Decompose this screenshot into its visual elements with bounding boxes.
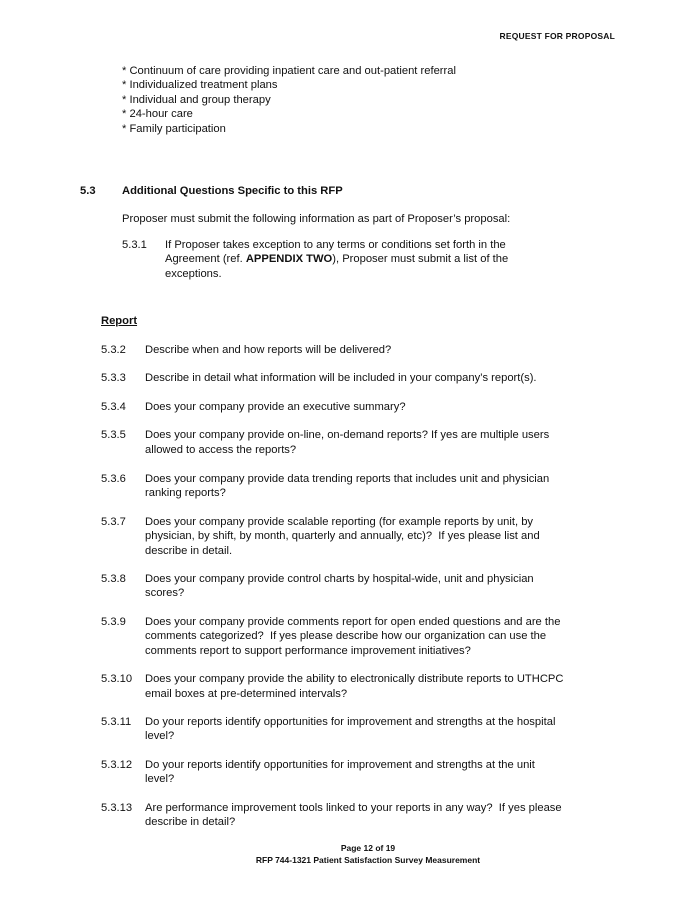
question-number: 5.3.11: [101, 715, 132, 728]
question-line: level?: [145, 773, 175, 786]
bullet-text: Individual and group therapy: [129, 93, 271, 106]
question-item: [101, 615, 661, 658]
question-number: 5.3.13: [101, 801, 133, 814]
bullet-marker: *: [122, 108, 130, 121]
report-heading: Report: [101, 315, 138, 327]
question-line-segment: Agreement (ref.: [165, 253, 246, 266]
footer-document-title: RFP 744-1321 Patient Satisfaction Survey Measurement: [255, 855, 481, 865]
question-line: Are performance improvement tools linked to your reports in any way? If yes please: [145, 801, 562, 814]
question-line: comments report to support performance improvement initiatives?: [145, 644, 471, 657]
section-title: Additional Questions Specific to this RFP: [122, 185, 343, 197]
bullet-marker: *: [122, 93, 130, 106]
question-number: 5.3.10: [101, 673, 133, 686]
question-item: [101, 428, 661, 457]
question-line-bold-segment: APPENDIX TWO: [245, 253, 333, 266]
question-line: scores?: [145, 587, 185, 600]
question-text: [145, 400, 406, 414]
question-number: 5.3.4: [101, 400, 126, 413]
question-line: describe in detail.: [145, 544, 233, 557]
question-item: [101, 400, 661, 414]
question-line: [165, 252, 508, 266]
question-line: comments categorized? If yes please describe how our organization can use the: [145, 630, 547, 643]
question-number: 5.3.9: [101, 615, 126, 628]
question-number: 5.3.6: [101, 473, 126, 486]
question-text: [145, 515, 540, 558]
question-number: 5.3.1: [122, 239, 147, 251]
question-number: 5.3.5: [101, 429, 126, 442]
section-intro: Proposer must submit the following information as part of Proposer’s proposal:: [122, 213, 511, 225]
question-number: 5.3.12: [101, 758, 133, 771]
question-line: Does your company provide on-line, on-demand reports? If yes are multiple users: [145, 429, 550, 442]
list-item: [122, 78, 456, 92]
question-text: [145, 672, 563, 701]
bullet-text: Individualized treatment plans: [129, 79, 278, 92]
question-text: [145, 428, 549, 457]
question-item-531: [122, 238, 508, 281]
bullet-marker: *: [122, 122, 130, 135]
bullet-text: Family participation: [129, 122, 226, 135]
bullet-text: Continuum of care providing inpatient care and out-patient referral: [129, 65, 456, 77]
question-item: [101, 672, 661, 701]
question-line: Does your company provide data trending reports that includes unit and physician: [145, 473, 550, 486]
question-item: [101, 371, 661, 385]
question-text: [145, 801, 562, 830]
section-heading: [80, 184, 343, 198]
bullet-text: 24-hour care: [129, 108, 193, 121]
question-item: [101, 515, 661, 558]
question-line: email boxes at pre-determined intervals?: [145, 687, 348, 700]
question-line: Does your company provide comments report for open ended questions and are the: [145, 615, 561, 628]
list-item: [122, 64, 456, 78]
question-list: [101, 343, 661, 843]
question-text: [145, 758, 535, 787]
question-number: 5.3.8: [101, 573, 126, 586]
question-line: Do your reports identify opportunities for improvement and strengths at the hospital: [145, 715, 556, 728]
question-line: Does your company provide scalable reporting (for example reports by unit, by: [145, 515, 534, 528]
question-line: Does your company provide control charts by hospital-wide, unit and physician: [145, 573, 534, 586]
page-header-right: REQUEST FOR PROPOSAL: [499, 31, 615, 41]
question-text: [145, 615, 560, 658]
question-line: Describe when and how reports will be delivered?: [145, 344, 392, 356]
question-item: [101, 472, 661, 501]
question-item: [101, 758, 661, 787]
footer-page-number: Page 12 of 19: [340, 843, 396, 853]
question-line: exceptions.: [165, 267, 222, 280]
question-line: If Proposer takes exception to any terms or conditions set forth in the: [165, 239, 506, 251]
page-footer: [80, 842, 656, 866]
bullet-marker: *: [122, 65, 130, 77]
question-item: [101, 572, 661, 601]
question-line: Describe in detail what information will be included in your company’s report(s).: [145, 372, 537, 385]
question-text: [165, 238, 508, 281]
question-line: Does your company provide an executive summary?: [145, 400, 406, 413]
question-item: [101, 801, 661, 830]
question-line-segment: ), Proposer must submit a list of the: [332, 253, 509, 266]
list-item: [122, 107, 456, 121]
question-number: 5.3.7: [101, 515, 126, 528]
question-line: level?: [145, 730, 175, 743]
bullet-marker: *: [122, 79, 130, 92]
list-item: [122, 122, 456, 136]
list-item: [122, 93, 456, 107]
section-number: 5.3: [80, 185, 96, 197]
question-item: [101, 343, 661, 357]
question-line: allowed to access the reports?: [145, 443, 297, 456]
question-text: [145, 572, 534, 601]
question-line: Do your reports identify opportunities for improvement and strengths at the unit: [145, 758, 535, 771]
question-line: Does your company provide the ability to electronically distribute reports to UTHCPC: [145, 673, 564, 686]
question-number: 5.3.2: [101, 344, 126, 356]
question-line: physician, by shift, by month, quarterly and annually, etc)? If yes please list and: [145, 530, 540, 543]
question-text: [145, 472, 549, 501]
bullet-list: [122, 64, 456, 136]
question-line: describe in detail?: [145, 815, 236, 828]
question-item: [101, 715, 661, 744]
question-text: [145, 343, 391, 357]
question-line: ranking reports?: [145, 487, 226, 500]
question-text: [145, 371, 537, 385]
question-number: 5.3.3: [101, 372, 126, 385]
question-text: [145, 715, 555, 744]
